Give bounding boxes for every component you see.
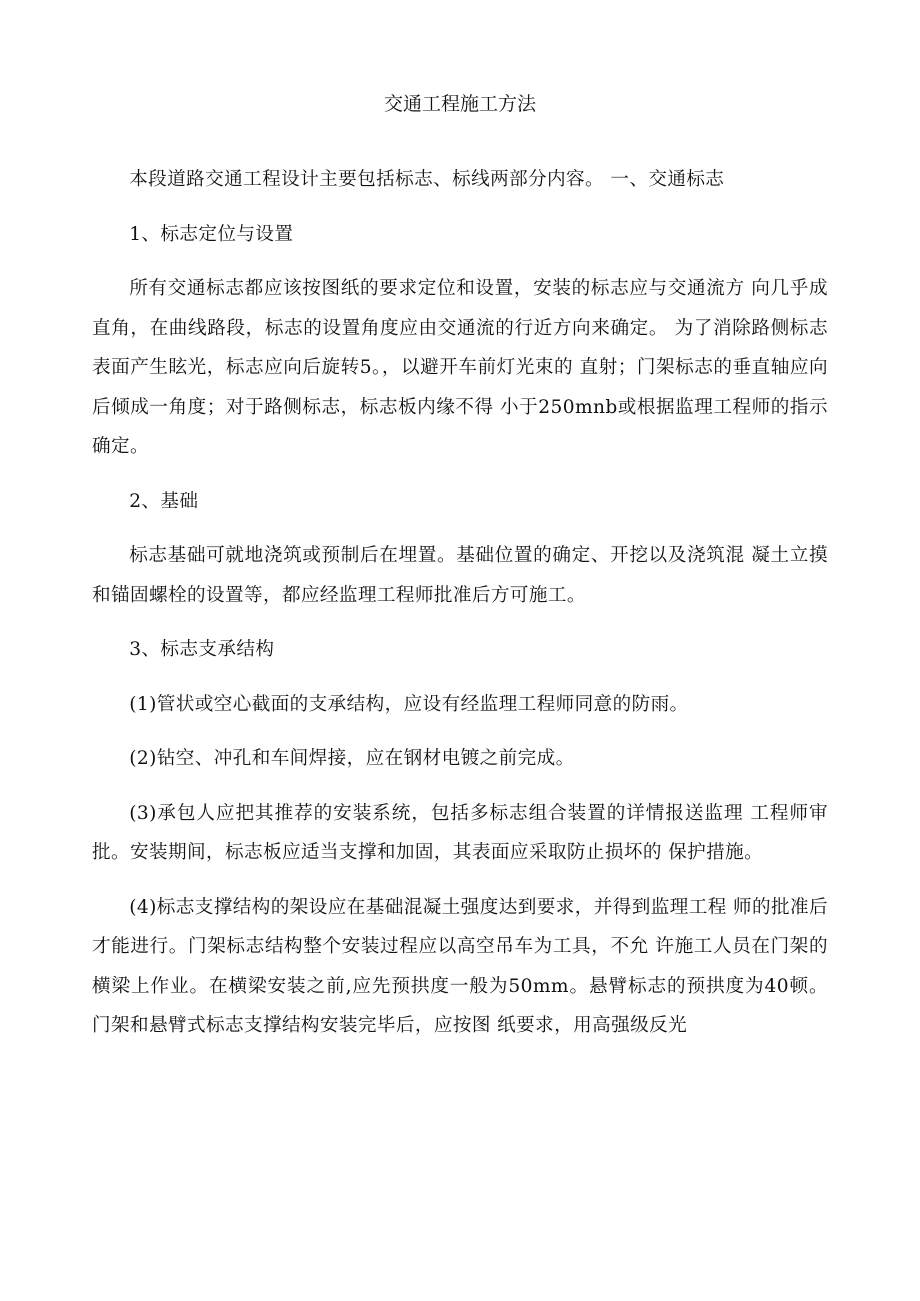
paragraph-positioning: 所有交通标志都应该按图纸的要求定位和设置，安装的标志应与交通流方 向几乎成直角，在曲线路段，标志的设置角度应由交通流的行近方向来确定。 为了消除路侧标志表面产生眩光，标志应向后旋转5。，以避开车前灯光束的 直射；门架标志的垂直轴应向后倾成一角度；对于路侧标志，标志板内缘不得 小于250mnb或根据监理工程师的指示确定。	[92, 278, 828, 457]
document-title: 交通工程施工方法	[383, 93, 536, 115]
document-body	[92, 160, 828, 1061]
paragraph-item-4: (4)标志支撑结构的架设应在基础混凝土强度达到要求，并得到监理工程 师的批准后才能进行。门架标志结构整个安装过程应以高空吊车为工具，不允 许施工人员在门架的横梁上作业。在横梁安装之前,应先预拱度一般为50mm。悬臂标志的预拱度为40顿。门架和悬臂式标志支撑结构安装完毕后，应按图 纸要求，用高强级反光	[92, 896, 828, 1036]
section-heading-support-structure: 3、标志支承结构	[129, 639, 275, 660]
paragraph-item-2: (2)钻空、冲孔和车间焊接，应在钢材电镀之前完成。	[129, 748, 575, 769]
paragraph-item-1: (1)管状或空心截面的支承结构，应设有经监理工程师同意的防雨。	[129, 693, 689, 715]
paragraph-foundation: 标志基础可就地浇筑或预制后在埋置。基础位置的确定、开挖以及浇筑混 凝土立摸和锚固螺栓的设置等，都应经监理工程师批准后方可施工。	[92, 545, 828, 606]
paragraph-item-3: (3)承包人应把其推荐的安装系统，包括多标志组合装置的详情报送监理 工程师审批。安装期间，标志板应适当支撑和加固，其表面应采取防止损坏的 保护措施。	[92, 802, 828, 863]
paragraph-intro: 本段道路交通工程设计主要包括标志、标线两部分内容。 一、交通标志	[129, 169, 725, 190]
section-heading-positioning: 1、标志定位与设置	[129, 223, 294, 245]
section-heading-foundation: 2、基础	[129, 490, 199, 512]
